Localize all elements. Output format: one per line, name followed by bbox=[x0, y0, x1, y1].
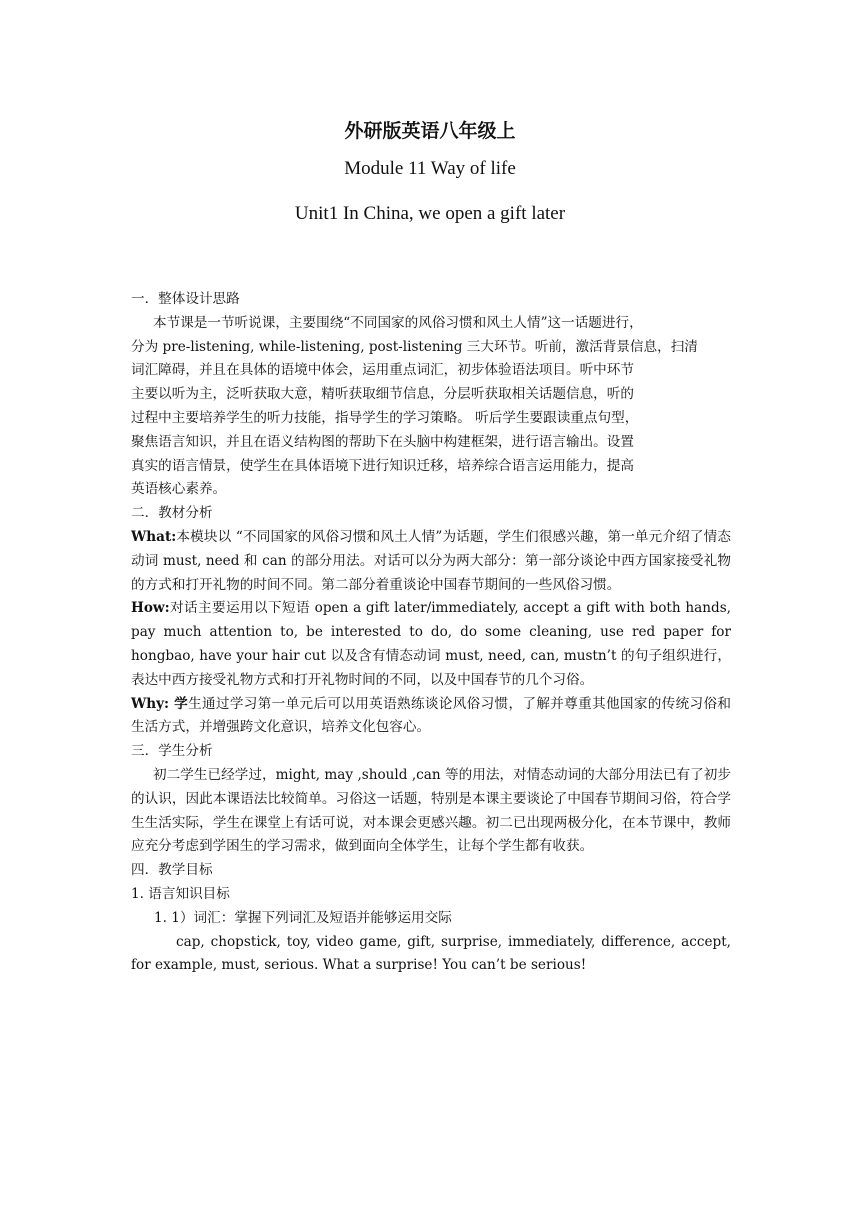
section-3-heading: 三．学生分析 bbox=[131, 743, 213, 760]
what-text: 本模块以 “不同国家的风俗习惯和风土人情”为话题，学生们很感兴趣，第一单元介绍了情态动词 must, need 和 can 的部分用法。对话可以分为两大部分：第一部分谈论中西方国家接受礼物的方式和打开礼物的时间不同。第二部分着重谈论中国春节期间的一些风俗习惯。 bbox=[131, 528, 731, 593]
unit-title: Unit1 In China, we open a gift later bbox=[294, 203, 566, 224]
paragraph-line: 聚焦语言知识，并且在语义结构图的帮助下在头脑中构建框架，进行语言输出。设置 bbox=[131, 433, 634, 450]
vocabulary-list: cap, chopstick, toy, video game, gift, surprise, immediately, difference, accept, for example, must, serious. What a surprise! You can’t be serious! bbox=[131, 933, 731, 974]
why-label: Why: 学 bbox=[131, 695, 189, 712]
section-4-heading: 四．教学目标 bbox=[131, 862, 213, 879]
how-text: 对话主要运用以下短语 open a gift later/immediately, accept a gift with both hands, pay much attention to, be interested to do, do some cleaning, use red paper for hongbao, have your hair cut 以及含有情态动词 must, need, can, mustn’t 的句子组织进行，表达中西方接受礼物方式和打开礼物时间的不同，以及中国春节的几个习俗。 bbox=[131, 600, 731, 688]
what-label: What: bbox=[131, 528, 177, 545]
document-title: 外研版英语八年级上 bbox=[344, 120, 516, 142]
how-label: How: bbox=[131, 600, 170, 617]
why-paragraph bbox=[131, 693, 731, 741]
section-3-paragraph: 初二学生已经学过，might, may ,should ,can 等的用法，对情态动词的大部分用法已有了初步的认识，因此本课语法比较简单。习俗这一话题，特别是本课主要谈论了中国春节期间习俗，符合学生生活实际，学生在课堂上有话可说，对本课会更感兴趣。初二已出现两极分化，在本节课中，教师应充分考虑到学困生的学习需求，做到面向全体学生，让每个学生都有收获。 bbox=[131, 766, 731, 855]
paragraph-line: 真实的语言情景，使学生在具体语境下进行知识迁移，培养综合语言运用能力，提高 bbox=[131, 457, 634, 474]
section-2-heading: 二．教材分析 bbox=[131, 505, 213, 522]
paragraph-line: 词汇障碍，并且在具体的语境中体会，运用重点词汇，初步体验语法项目。听中环节 bbox=[131, 362, 634, 379]
what-paragraph bbox=[131, 526, 731, 597]
paragraph-line: 本节课是一节听说课，主要围绕“不同国家的风俗习惯和风土人情”这一话题进行， bbox=[153, 314, 643, 331]
section-1-heading: 一．整体设计思路 bbox=[131, 291, 240, 307]
paragraph-line: 过程中主要培养学生的听力技能，指导学生的学习策略。 听后学生要跟读重点句型， bbox=[131, 409, 639, 426]
goal-1-heading: 1. 语言知识目标 bbox=[131, 885, 230, 902]
paragraph-line: 主要以听为主，泛听获取大意，精听获取细节信息，分层听获取相关话题信息，听的 bbox=[131, 386, 634, 403]
module-title: Module 11 Way of life bbox=[344, 158, 516, 179]
paragraph-line: 英语核心素养。 bbox=[131, 481, 227, 498]
document-body bbox=[131, 288, 731, 978]
how-paragraph bbox=[131, 597, 731, 692]
section-1-paragraph bbox=[131, 312, 731, 502]
paragraph-line: 分为 pre-listening, while-listening, post-listening 三大环节。听前，激活背景信息，扫清 bbox=[131, 338, 698, 355]
why-text: 生通过学习第一单元后可以用英语熟练谈论风俗习惯，了解并尊重其他国家的传统习俗和生活方式，并增强跨文化意识，培养文化包容心。 bbox=[131, 695, 731, 736]
goal-1-subheading: 1. 1）词汇：掌握下列词汇及短语并能够运用交际 bbox=[154, 909, 452, 926]
